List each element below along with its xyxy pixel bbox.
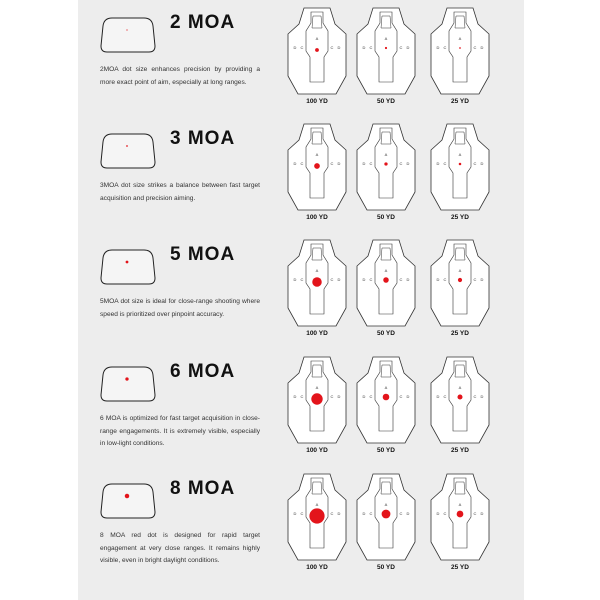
zone-letter: C: [330, 277, 334, 282]
moa-row: [78, 118, 524, 235]
zone-letter: C: [399, 277, 403, 282]
zone-letter: C: [330, 394, 334, 399]
zone-letter: D: [362, 511, 366, 516]
moa-row: [78, 234, 524, 351]
zone-letter: A: [458, 152, 462, 157]
zone-letter: D: [436, 277, 440, 282]
zone-letter: D: [406, 161, 410, 166]
zone-letter: D: [362, 45, 366, 50]
zone-letter: C: [399, 161, 403, 166]
zone-letter: D: [293, 394, 297, 399]
target-25yd: [428, 355, 492, 447]
zone-letter: D: [480, 511, 484, 516]
distance-label: 50 YD: [377, 564, 395, 571]
moa-row: [78, 2, 524, 119]
moa-description: 6 MOA is optimized for fast target acquisition in close-range engagements. It is extremely visible, especially in low-light conditions.: [100, 415, 260, 447]
red-dot-sight-icon: [100, 482, 156, 520]
distance-label: 25 YD: [451, 564, 469, 571]
distance-label: 100 YD: [306, 447, 328, 454]
red-dot-sight-icon: [100, 248, 156, 286]
target-50yd: [354, 238, 418, 330]
zone-letter: D: [337, 394, 341, 399]
moa-title: 3 MOA: [170, 128, 236, 149]
zone-letter: C: [300, 394, 304, 399]
zone-letter: D: [337, 161, 341, 166]
zone-letter: C: [369, 161, 373, 166]
moa-title: 8 MOA: [170, 478, 236, 499]
red-dot: [314, 163, 320, 169]
zone-letter: D: [293, 511, 297, 516]
target-25yd: [428, 238, 492, 330]
zone-letter: D: [480, 161, 484, 166]
red-dot: [383, 394, 390, 401]
distance-label: 50 YD: [377, 98, 395, 105]
zone-letter: D: [337, 277, 341, 282]
red-dot: [459, 163, 462, 166]
zone-letter: D: [436, 394, 440, 399]
target-50yd: [354, 6, 418, 98]
zone-letter: A: [384, 385, 388, 390]
zone-letter: D: [293, 161, 297, 166]
zone-letter: C: [443, 277, 447, 282]
target-100yd: [285, 122, 349, 214]
zone-letter: C: [330, 45, 334, 50]
moa-row: [78, 468, 524, 585]
zone-letter: C: [443, 161, 447, 166]
zone-letter: D: [362, 277, 366, 282]
target-50yd: [354, 355, 418, 447]
distance-label: 25 YD: [451, 214, 469, 221]
zone-letter: A: [315, 268, 319, 273]
zone-letter: C: [473, 45, 477, 50]
target-100yd: [285, 472, 349, 564]
zone-letter: C: [399, 394, 403, 399]
zone-letter: A: [384, 502, 388, 507]
zone-letter: D: [362, 161, 366, 166]
red-dot-sight-icon: [100, 365, 156, 403]
distance-label: 50 YD: [377, 447, 395, 454]
moa-row: [78, 351, 524, 468]
distance-label: 25 YD: [451, 447, 469, 454]
zone-letter: C: [473, 394, 477, 399]
zone-letter: C: [399, 45, 403, 50]
moa-title: 5 MOA: [170, 244, 236, 265]
zone-letter: D: [436, 511, 440, 516]
zone-letter: D: [480, 277, 484, 282]
zone-letter: A: [458, 268, 462, 273]
moa-description: 8 MOA red dot is designed for rapid target engagement at very close ranges. It remains highly visible, even in bright daylight conditions.: [100, 532, 260, 564]
red-dot: [311, 393, 322, 404]
red-dot-sight-icon: [100, 132, 156, 170]
zone-letter: D: [406, 511, 410, 516]
moa-title: 6 MOA: [170, 361, 236, 382]
red-dot: [315, 48, 319, 52]
zone-letter: A: [315, 502, 319, 507]
target-100yd: [285, 238, 349, 330]
distance-label: 100 YD: [306, 330, 328, 337]
zone-letter: A: [384, 152, 388, 157]
distance-label: 100 YD: [306, 98, 328, 105]
zone-letter: C: [369, 511, 373, 516]
zone-letter: A: [315, 385, 319, 390]
distance-label: 100 YD: [306, 564, 328, 571]
zone-letter: C: [369, 394, 373, 399]
red-dot: [459, 47, 461, 49]
red-dot: [385, 47, 387, 49]
zone-letter: A: [458, 502, 462, 507]
zone-letter: D: [337, 45, 341, 50]
zone-letter: C: [300, 161, 304, 166]
zone-letter: A: [384, 36, 388, 41]
zone-letter: A: [315, 36, 319, 41]
zone-letter: C: [443, 511, 447, 516]
target-25yd: [428, 472, 492, 564]
zone-letter: C: [473, 277, 477, 282]
red-dot: [457, 394, 462, 399]
zone-letter: C: [473, 161, 477, 166]
red-dot: [457, 511, 464, 518]
moa-description: 3MOA dot size strikes a balance between fast target acquisition and precision aiming.: [100, 182, 260, 202]
zone-letter: D: [436, 45, 440, 50]
zone-letter: A: [458, 385, 462, 390]
target-50yd: [354, 122, 418, 214]
zone-letter: D: [480, 45, 484, 50]
zone-letter: C: [369, 277, 373, 282]
zone-letter: D: [480, 394, 484, 399]
zone-letter: C: [443, 45, 447, 50]
red-dot: [384, 162, 387, 165]
zone-letter: D: [406, 277, 410, 282]
moa-description: 5MOA dot size is ideal for close-range shooting where speed is prioritized over pinpoint accuracy.: [100, 298, 260, 318]
moa-description: 2MOA dot size enhances precision by providing a more exact point of aim, especially at long ranges.: [100, 66, 260, 86]
zone-letter: C: [399, 511, 403, 516]
red-dot: [309, 508, 324, 523]
zone-letter: D: [293, 45, 297, 50]
zone-letter: D: [337, 511, 341, 516]
red-dot: [382, 510, 391, 519]
zone-letter: D: [406, 45, 410, 50]
zone-letter: C: [443, 394, 447, 399]
distance-label: 50 YD: [377, 214, 395, 221]
red-dot: [312, 277, 322, 287]
target-50yd: [354, 472, 418, 564]
zone-letter: C: [300, 45, 304, 50]
distance-label: 25 YD: [451, 330, 469, 337]
distance-label: 25 YD: [451, 98, 469, 105]
target-25yd: [428, 6, 492, 98]
target-100yd: [285, 6, 349, 98]
zone-letter: C: [330, 161, 334, 166]
zone-letter: C: [300, 511, 304, 516]
zone-letter: D: [436, 161, 440, 166]
zone-letter: A: [458, 36, 462, 41]
distance-label: 50 YD: [377, 330, 395, 337]
zone-letter: C: [300, 277, 304, 282]
zone-letter: D: [293, 277, 297, 282]
zone-letter: A: [384, 268, 388, 273]
zone-letter: C: [330, 511, 334, 516]
zone-letter: C: [473, 511, 477, 516]
zone-letter: D: [406, 394, 410, 399]
red-dot-sight-icon: [100, 16, 156, 54]
target-25yd: [428, 122, 492, 214]
red-dot: [383, 277, 389, 283]
red-dot: [458, 278, 462, 282]
target-100yd: [285, 355, 349, 447]
moa-title: 2 MOA: [170, 12, 236, 33]
zone-letter: C: [369, 45, 373, 50]
zone-letter: A: [315, 152, 319, 157]
zone-letter: D: [362, 394, 366, 399]
distance-label: 100 YD: [306, 214, 328, 221]
